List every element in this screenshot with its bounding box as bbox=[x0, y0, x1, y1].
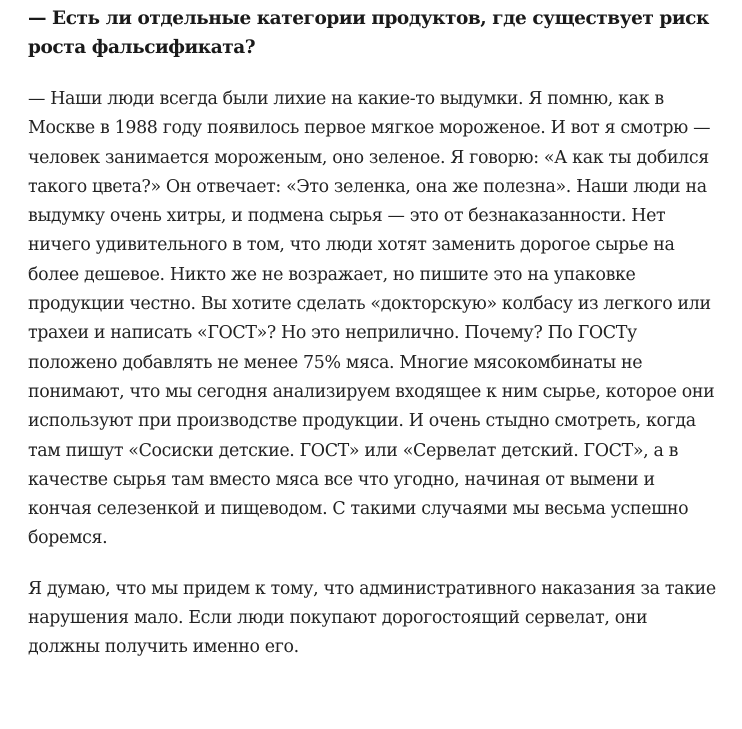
article-body bbox=[28, 4, 718, 663]
answer-paragraph: — Наши люди всегда были лихие на какие-то выдумки. Я помню, как в Москве в 1988 году появилось первое мягкое мороженое. И вот я смотрю — человек занимается мороженым, оно зеленое. Я говорю: «А как ты добился такого цвета?» Он отвечает: «Это зеленка, она же полезна». Наши люди на выдумку очень хитры, и подмена сырья — это от безнаказанности. Нет ничего удивительного в том, что люди хотят заменить дорогое сырье на более дешевое. Никто же не возражает, но пишите это на упаковке продукции честно. Вы хотите сделать «докторскую» колбасу из легкого или трахеи и написать «ГОСТ»? Но это неприлично. Почему? По ГОСТу положено добавлять не менее 75% мяса. Многие мясокомбинаты не понимают, что мы сегодня анализируем входящее к ним сырье, которое они используют при производстве продукции. И очень стыдно смотреть, когда там пишут «Сосиски детские. ГОСТ» или «Сервелат детский. ГОСТ», а в качестве сырья там вместо мяса все что угодно, начиная от вымени и кончая селезенкой и пищеводом. С такими случаями мы весьма успешно боремся. bbox=[28, 89, 715, 549]
interview-question: — Есть ли отдельные категории продуктов, где существует риск роста фальсификата? bbox=[28, 8, 709, 58]
answer-paragraph: Я думаю, что мы придем к тому, что административного наказания за такие нарушения мало. Если люди покупают дорогостоящий сервелат, они должны получить именно его. bbox=[28, 578, 716, 658]
